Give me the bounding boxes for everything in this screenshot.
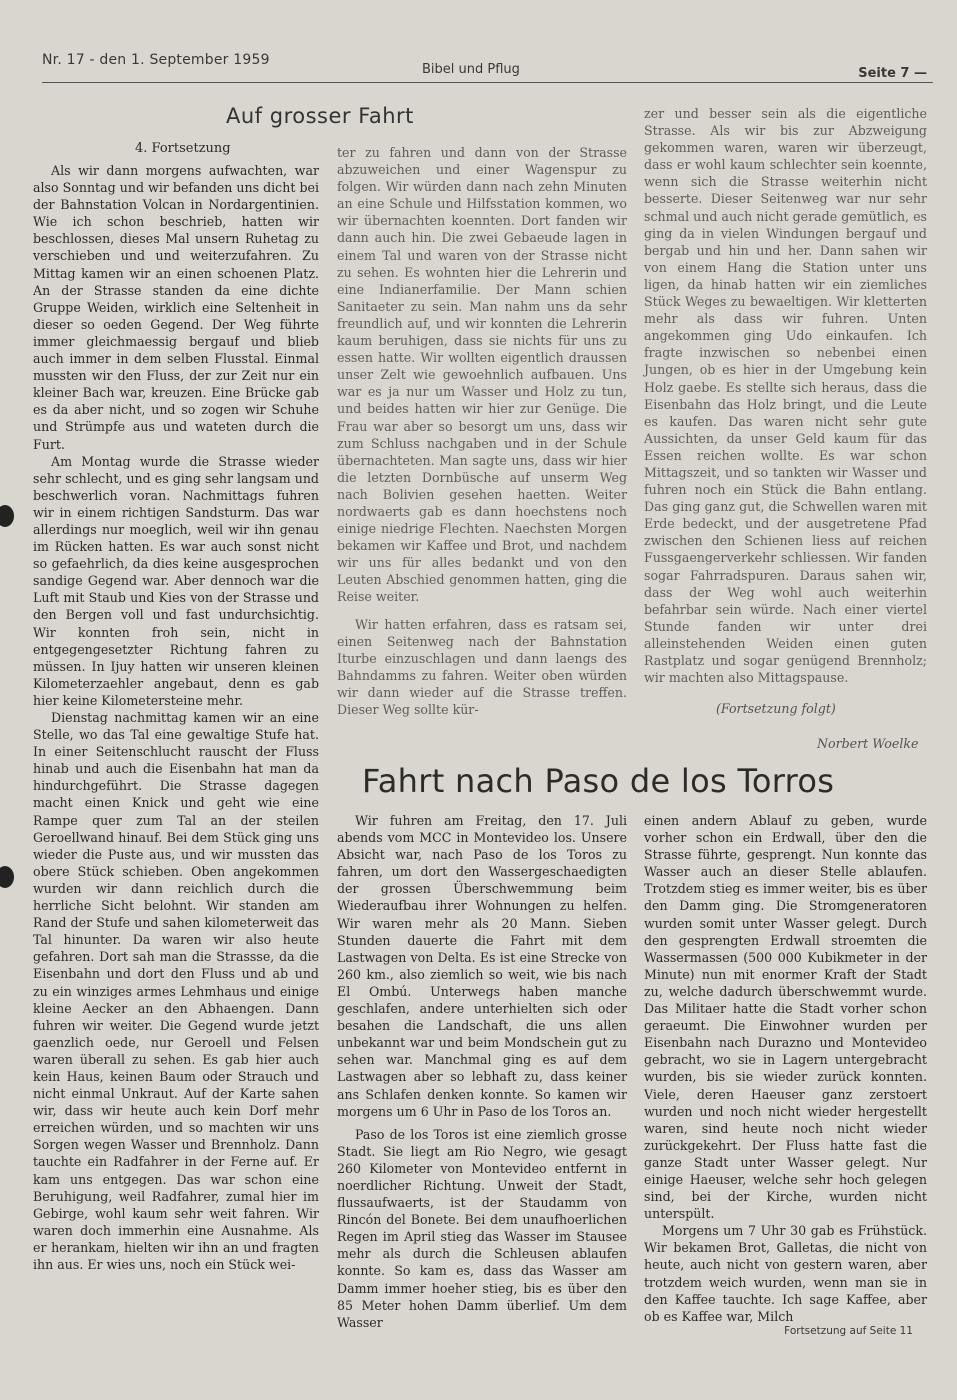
paragraph: Dienstag nachmittag kamen wir an eine Stelle, wo das Tal eine gewaltige Stufe hat. In einer Seitenschlucht rauscht der Fluss hinab und auch die Eisenbahn hat man da hindurchgeführt. Die Strasse dagegen macht einen Knick und geht wie eine Rampe quer zum Tal an der steilen Geroellwand hinauf. Bei dem Stück ging uns wieder die Puste aus, und wir mussten das obere Stück schieben. Oben angekommen wurden wir dann reichlich durch die herrliche Sicht belohnt. Wir standen am Rand der Stufe und sahen kilometerweit das Tal hinunter. Da waren wir also heute gefahren. Dort sah man die Strassse, da die Eisenbahn und dort den Fluss und ab und zu ein winziges armes Lehmhaus und einige kleine Aecker an den Abhaengen. Dann fuhren wir weiter. Die Gegend wurde jetzt gaenzlich oede, nur Geroell und Felsen waren überall zu sehen. Es gab hier auch kein Haus, keinen Baum oder Strauch und nicht einmal Unkraut. Auf der Karte sahen wir, dass wir heute auch kein Dorf mehr erreichen würden, und so machten wir uns Sorgen wegen Wasser und Brennholz. Dann tauchte ein Radfahrer in der Ferne auf. Er kam uns entgegen. Das war schon eine Beruhigung, weil Radfahrer, zumal hier im Gebirge, wohl kaum sehr weit fahren. Wir waren doch immerhin eine Ausnahme. Als er herankam, hielten wir ihn an und fragten ihn aus. Er wies uns, noch ein Stück wei-	[33, 710, 319, 1272]
article2-title: Fahrt nach Paso de los Torros	[362, 762, 835, 800]
page-number: Seite 7 —	[858, 66, 927, 81]
paragraph: Morgens um 7 Uhr 30 gab es Frühstück. Wir bekamen Brot, Galletas, die nicht von heute, auch nicht von gestern waren, aber trotzdem weich wurden, wenn man sie in den Kaffee tauchte. Ich sage Kaffee, aber ob es Kaffee war, Milch	[644, 1223, 927, 1324]
author-signature: Norbert Woelke	[817, 736, 919, 751]
publication-name: Bibel und Pflug	[422, 62, 520, 77]
issue-date: Nr. 17 - den 1. September 1959	[42, 52, 270, 68]
article1-column-1	[33, 162, 319, 1273]
paragraph: Wir fuhren am Freitag, den 17. Juli abends vom MCC in Montevideo los. Unsere Absicht war, nach Paso de los Toros zu fahren, um dort den Wassergeschaedigten der grossen Überschwemmung beim Wiederaufbau ihrer Wohnungen zu helfen. Wir waren mehr als 20 Mann. Sieben Stunden dauerte die Fahrt mit dem Lastwagen von Delta. Es ist eine Strecke von 260 km., also ziemlich so weit, wie bis nach El Ombú. Unterwegs haben manche geschlafen, andere unterhielten sich oder besahen die Landschaft, die uns allen unbekannt war und beim Mondschein gut zu sehen war. Manchmal ging es auf dem Lastwagen aber so lebhaft zu, dass keiner ans Schlafen denken konnte. So kamen wir morgens um 6 Uhr in Paso de los Toros an.	[337, 813, 627, 1119]
punch-hole-bottom	[0, 866, 14, 888]
paragraph: Als wir dann morgens aufwachten, war also Sonntag und wir befanden uns dicht bei der Bahnstation Volcan in Nordargentinien. Wie ich schon beschrieb, hatten wir beschlossen, dieses Mal unsern Ruhetag zu verschieben und und weiterzufahren. Zu Mittag kamen wir an einen schoenen Platz. An der Strasse standen da eine dichte Gruppe Weiden, wirklich eine Seltenheit in dieser so oeden Gegend. Der Weg führte immer gleichmaessig bergauf und blieb auch immer in dem selben Flusstal. Einmal mussten wir den Fluss, der zur Zeit nur ein kleiner Bach war, kreuzen. Eine Brücke gab es da aber nicht, und so zogen wir Schuhe und Strümpfe aus und wateten durch die Furt.	[33, 163, 319, 452]
paragraph: Wir hatten erfahren, dass es ratsam sei, einen Seitenweg nach der Bahnstation Iturbe einzuschlagen und dann laengs des Bahndamms zu fahren. Weiter oben würden wir dann wieder auf die Strasse treffen. Dieser Weg sollte kür-	[337, 616, 627, 717]
paragraph: Am Montag wurde die Strasse wieder sehr schlecht, und es ging sehr langsam und beschwerlich voran. Nachmittags fuhren wir in einem richtigen Sandsturm. Das war allerdings nur moeglich, weil wir ihn genau im Rücken hatten. Es war auch sonst nicht so gefaehrlich, da dies keine ausgesprochen sandige Gegend war. Aber dennoch war die Luft mit Staub und Kies von der Strasse und den Bergen voll und fast undurchsichtig. Wir konnten froh sein, nicht in entgegengesetzter Richtung fahren zu müssen. In Ijuy hatten wir unseren kleinen Kilometerzaehler angebaut, denn es gab hier keine Kilometersteine mehr.	[33, 453, 319, 708]
article2-column-3	[644, 812, 927, 1325]
continued-note: (Fortsetzung folgt)	[716, 701, 836, 716]
punch-hole-top	[0, 505, 14, 527]
paragraph: zer und besser sein als die eigentliche Strasse. Als wir bis zur Abzweigung gekommen waren, waren wir überzeugt, dass er wohl kaum schlechter sein koennte, wenn sich die Strasse weiterhin nicht besserte. Dieser Seitenweg war nur sehr schmal und auch nicht gerade gemütlich, es ging da in vielen Windungen bergauf und bergab und hin und her. Dann sahen wir von einem Hang die Station unter uns ligen, da hinab hatten wir ein ziemliches Stück Weges zu bewaeltigen. Wir kletterten mehr als dass wir fuhren. Unten angekommen ging Udo einkaufen. Ich fragte inzwischen so nebenbei einen Jungen, ob es hier in der Umgebung kein Holz gaebe. Es stellte sich heraus, dass die Eisenbahn das Holz bringt, und die Leute es kaufen. Das waren nicht sehr gute Aussichten, da unser Geld kaum für das Essen reichen wollte. Es war schon Mittagszeit, und so tankten wir Wasser und fuhren noch ein Stück die Bahn entlang. Das ging ganz gut, die Schwellen waren mit Erde bedeckt, und der ausgetretene Pfad zwischen den Schienen liess auf reichen Fussgaengerverkehr schliessen. Wir fanden sogar Fahrradspuren. Daraus sahen wir, dass der Weg wohl auch weiterhin befahrbar sein würde. Nach einer viertel Stunde fanden wir unter drei alleinstehenden Weiden einen guten Rastplatz und sogar genügend Brennholz; wir machten also Mittagspause.	[644, 106, 927, 686]
page-header	[42, 52, 927, 80]
paragraph: einen andern Ablauf zu geben, wurde vorher schon ein Erdwall, über den die Strasse führte, gesprengt. Nun konnte das Wasser auch an dieser Stelle ablaufen. Trotzdem stieg es immer weiter, bis es über den Damm ging. Die Stromgeneratoren wurden somit unter Wasser gelegt. Durch den gesprengten Erdwall stroemten die Wassermassen (500 000 Kubikmeter in der Minute) nun mit enormer Kraft der Stadt zu, welche dadurch überschwemmt wurde. Das Militaer hatte die Stadt vorher schon geraeumt. Die Einwohner wurden per Eisenbahn nach Durazno und Montevideo gebracht, wo sie in Lagern untergebracht wurden, bis sie wieder zurück konnten. Viele, deren Haeuser ganz zerstoert wurden und noch nicht wieder hergestellt waren, sind heute noch nicht wieder zurückgekehrt. Der Fluss hatte fast die ganze Stadt unter Wasser gelegt. Nur einige Haeuser, welche sehr hoch gelegen sind, bei der Kirche, wurden nicht unterspült.	[644, 813, 927, 1222]
article1-column-2	[337, 144, 627, 718]
paragraph: Paso de los Toros ist eine ziemlich grosse Stadt. Sie liegt am Rio Negro, wie gesagt 260 Kilometer von Montevideo entfernt in noerdlicher Richtung. Unweit der Stadt, flussaufwaerts, ist der Staudamm von Rincón del Bonete. Bei dem unaufhoerlichen Regen im April stieg das Wasser im Stausee mehr als durch die Schleusen ablaufen konnte. So kam es, dass das Wasser am Damm immer hoeher stieg, bis es über den 85 Meter hohen Damm überlief. Um dem Wasser	[337, 1126, 627, 1330]
article1-title: Auf grosser Fahrt	[226, 104, 414, 128]
continuation-footer: Fortsetzung auf Seite 11	[784, 1325, 913, 1337]
header-rule	[42, 82, 933, 83]
article1-column-3	[644, 105, 927, 686]
article2-column-2	[337, 812, 627, 1331]
article1-subtitle: 4. Fortsetzung	[135, 141, 231, 156]
paragraph: ter zu fahren und dann von der Strasse abzuweichen und einer Wagenspur zu folgen. Wir würden dann nach zehn Minuten an eine Schule und Hilfsstation kommen, wo wir übernachten koennten. Dort fanden wir dann auch hin. Die zwei Gebaeude lagen in einem Tal und waren von der Strasse nicht zu sehen. Es wohnten hier die Lehrerin und eine Indianerfamilie. Der Mann schien Sanitaeter zu sein. Man nahm uns da sehr freundlich auf, und wir konnten die Lehrerin kaum beruhigen, dass sie nichts für uns zu essen hatte. Wir wollten eigentlich draussen unser Zelt wie gewoehnlich aufbauen. Uns war es ja nur um Wasser und Holz zu tun, und beides hatten wir hier zur Genüge. Die Frau war aber so besorgt um uns, dass wir zum Schluss nachgaben und in der Schule übernachteten. Man sagte uns, dass wir hier die letzten Dornbüsche auf unserm Weg nach Bolivien gesehen haetten. Weiter nordwaerts gab es dann hoechstens noch einige niedrige Flechten. Naechsten Morgen bekamen wir Kaffee und Brot, und nachdem wir uns für alles bedankt und von den Leuten Abschied genommen hatten, ging die Reise weiter.	[337, 145, 627, 605]
